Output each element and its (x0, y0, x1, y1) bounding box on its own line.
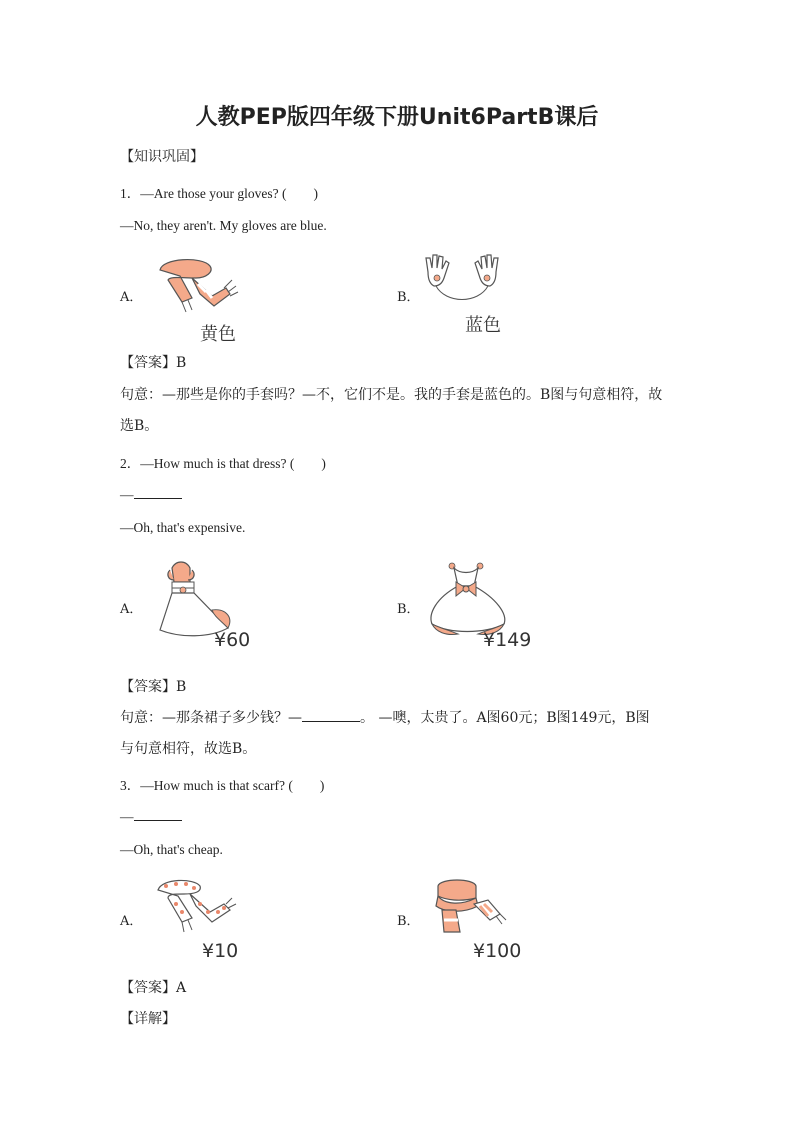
gloves-image-b (420, 252, 504, 308)
q1-option-a-label: A． (120, 290, 143, 305)
q3-answer-blank: — (120, 808, 182, 825)
q1-explanation-line2: 选B。 (120, 418, 159, 434)
q3-price-b: ¥100 (473, 940, 522, 962)
q1-question: 1．—Are those your gloves? ( ) (120, 186, 318, 201)
q2-explanation-line2: 与句意相符，故选B。 (120, 741, 257, 757)
q2-question: 2．—How much is that dress? ( ) (120, 456, 326, 471)
q1-caption-b: 蓝色 (465, 315, 501, 336)
scarf-image-b (430, 876, 510, 938)
q2-option-b-label: B． (397, 602, 420, 617)
q2-price-b: ¥149 (483, 629, 532, 651)
q3-price-a: ¥10 (202, 940, 239, 962)
scarf-image-a (154, 876, 238, 938)
q1-answer: 【答案】B (120, 355, 187, 371)
scarf-image-a (152, 252, 242, 324)
q1-reply: —No, they aren't. My gloves are blue. (120, 218, 327, 233)
q2-reply: —Oh, that's expensive. (120, 520, 246, 535)
q2-explanation-line1: 句意：—那条裙子多少钱？— 。 —噢，太贵了。A图60元；B图149元，B图 (120, 710, 650, 726)
q3-option-b-label: B． (397, 914, 420, 929)
q3-detail-heading: 【详解】 (120, 1011, 176, 1027)
section-heading: 【知识巩固】 (120, 149, 204, 165)
q2-answer-blank: — (120, 486, 182, 503)
q3-question: 3．—How much is that scarf? ( ) (120, 778, 325, 793)
q2-option-a-label: A． (120, 602, 143, 617)
q2-answer: 【答案】B (120, 679, 187, 695)
page-title: 人教PEP版四年级下册Unit6PartB课后 (195, 105, 599, 130)
q1-explanation-line1: 句意：—那些是你的手套吗？—不，它们不是。我的手套是蓝色的。B图与句意相符，故 (120, 387, 663, 403)
q3-reply: —Oh, that's cheap. (120, 842, 223, 857)
q1-caption-a: 黄色 (200, 324, 236, 345)
q3-answer: 【答案】A (120, 980, 187, 996)
q3-option-a-label: A． (120, 914, 143, 929)
q1-option-b-label: B． (397, 290, 420, 305)
q2-price-a: ¥60 (214, 629, 251, 651)
